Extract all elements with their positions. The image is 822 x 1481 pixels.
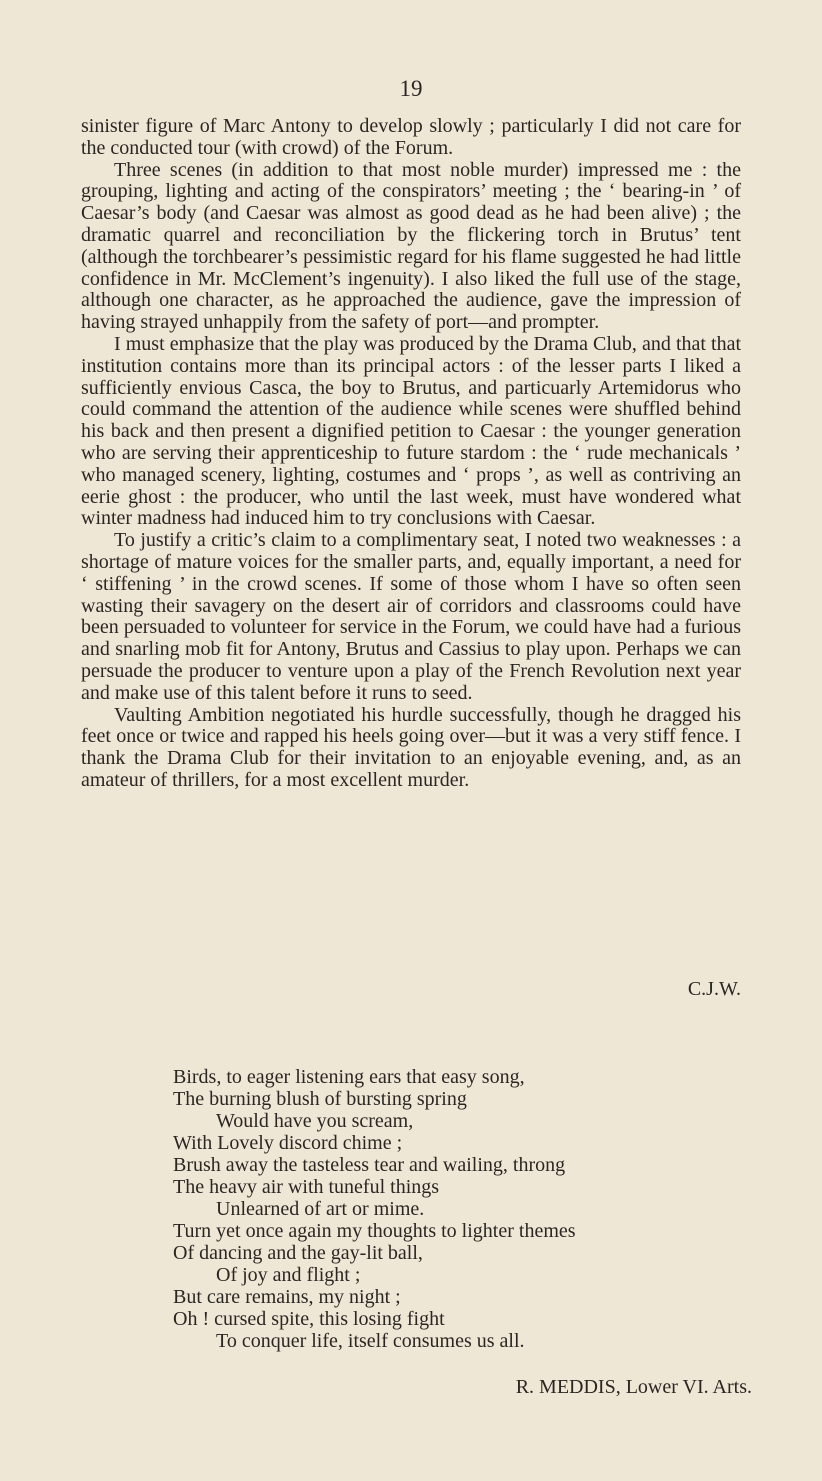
poem-line-8: Turn yet once again my thoughts to lighter themes [173, 1220, 576, 1242]
review-paragraph-2: Three scenes (in addition to that most noble murder) impressed me : the grouping, lighting and acting of the conspirators’ meeting ; the ‘ bearing-in ’ of Caesar’s body (and Caesar was almost as good dead as he had been alive) ; the dramatic quarrel and reconciliation by the flickering torch in Brutus’ tent (although the torchbearer’s pessimistic regard for his flame suggested he had little confidence in Mr. McClement’s ingenuity). I also liked the full use of the stage, although one character, as he approached the audience, gave the impression of having strayed unhappily from the safety of port—and prompter. [81, 158, 741, 334]
poem-line-6: The heavy air with tuneful things [173, 1176, 440, 1198]
poem-line-3: Would have you scream, [216, 1110, 414, 1132]
review-signature: C.J.W. [687, 978, 741, 1000]
poem-line-5: Brush away the tasteless tear and wailing, throng [173, 1154, 566, 1176]
poem-line-2: The burning blush of bursting spring [173, 1088, 467, 1110]
poem-line-11: But care remains, my night ; [173, 1286, 401, 1308]
poem-line-1: Birds, to eager listening ears that easy song, [173, 1066, 525, 1088]
poem-line-10: Of joy and flight ; [216, 1264, 361, 1286]
review-paragraph-3: I must emphasize that the play was produced by the Drama Club, and that that institution contains more than its principal actors : of the lesser parts I liked a sufficiently envious Casca, the boy to Brutus, and particuarly Artemidorus who could command the attention of the audience while scenes were shuffled behind his back and then present a dignified petition to Caesar : the younger generation who are serving their apprenticeship to future stardom : the ‘ rude mechanicals ’ who managed scenery, lighting, costumes and ‘ props ’, as well as contriving an eerie ghost : the producer, who until the last week, must have wondered what winter madness had induced him to try conclusions with Caesar. [81, 332, 741, 530]
poem-line-12: Oh ! cursed spite, this losing fight [173, 1308, 445, 1330]
page-number: 19 [399, 76, 423, 101]
review-paragraph-1: sinister figure of Marc Antony to develop slowly ; particularly I did not care for the conducted tour (with crowd) of the Forum. [81, 115, 741, 159]
poem-line-9: Of dancing and the gay-lit ball, [173, 1242, 423, 1264]
poem-author: R. MEDDIS, Lower VI. Arts. [515, 1376, 752, 1398]
poem-line-7: Unlearned of art or mime. [216, 1198, 425, 1220]
review-paragraph-4: To justify a critic’s claim to a complimentary seat, I noted two weaknesses : a shortage of mature voices for the smaller parts, and, equally important, a need for ‘ stiffening ’ in the crowd scenes. If some of those whom I have so often seen wasting their savagery on the desert air of corridors and classrooms could have been persuaded to volunteer for service in the Forum, we could have had a furious and snarling mob fit for Antony, Brutus and Cassius to play upon. Perhaps we can persuade the producer to venture upon a play of the French Revolution next year and make use of this talent before it runs to seed. [81, 529, 741, 704]
review-paragraph-5: Vaulting Ambition negotiated his hurdle successfully, though he dragged his feet once or twice and rapped his heels going over—but it was a very stiff fence. I thank the Drama Club for their invitation to an enjoyable evening, and, as an amateur of thrillers, for a most excellent murder. [81, 703, 741, 791]
poem-line-13: To conquer life, itself consumes us all. [216, 1330, 525, 1352]
poem [173, 1066, 773, 1352]
review-text [81, 116, 741, 792]
poem-line-4: With Lovely discord chime ; [173, 1132, 403, 1154]
